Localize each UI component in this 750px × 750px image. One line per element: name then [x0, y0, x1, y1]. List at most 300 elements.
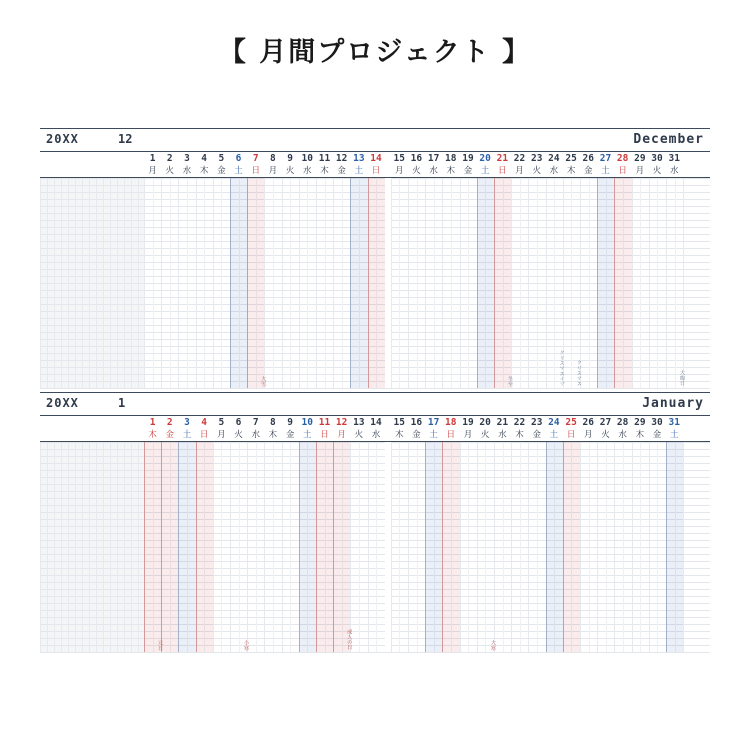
stripe-edge: [425, 442, 426, 652]
day-number-cell[interactable]: [161, 416, 178, 429]
day-number: 3: [184, 417, 190, 428]
grid-vline: [178, 178, 179, 388]
weekday-cell[interactable]: [391, 429, 408, 441]
weekday-cell[interactable]: [494, 429, 511, 441]
weekday-cell[interactable]: [333, 165, 350, 177]
weekday-cell[interactable]: [178, 165, 195, 177]
grid-hline: [40, 477, 710, 478]
day-number-cell[interactable]: [545, 152, 562, 165]
weekday-cell[interactable]: [528, 165, 545, 177]
saturday-stripe: [425, 442, 442, 652]
weekday-cell[interactable]: [247, 429, 264, 441]
grid-vline: [131, 178, 132, 388]
day-number: 12: [335, 417, 348, 428]
grid-vline: [131, 442, 132, 652]
grid-hline: [40, 624, 710, 625]
saturday-stripe: [546, 442, 563, 652]
grid-vline: [350, 442, 351, 652]
day-number-cell[interactable]: [528, 416, 545, 429]
weekday-cell[interactable]: [528, 429, 545, 441]
day-number-cell[interactable]: [442, 416, 459, 429]
grid-hline: [40, 610, 710, 611]
day-number-cell[interactable]: [614, 416, 631, 429]
weekday-cell[interactable]: [196, 165, 213, 177]
stripe-edge: [196, 442, 197, 652]
grid-vline: [82, 178, 83, 388]
month-header: [40, 392, 710, 416]
stripe-edge: [494, 178, 495, 388]
weekday-cell[interactable]: [213, 429, 230, 441]
weekday-cell[interactable]: [425, 429, 442, 441]
grid-vline: [124, 442, 125, 652]
day-note: クリスマスイブ: [558, 349, 565, 386]
grid-hline: [40, 512, 710, 513]
day-number-cell[interactable]: [666, 416, 683, 429]
weekday-cell[interactable]: [230, 165, 247, 177]
weekday-cell[interactable]: [316, 429, 333, 441]
day-number-cell[interactable]: [213, 416, 230, 429]
weekday-label: 月: [394, 166, 404, 176]
weekday-label: 火: [234, 430, 243, 440]
day-number-cell[interactable]: [230, 416, 247, 429]
grid-vline: [282, 442, 283, 652]
weekday-cell[interactable]: [316, 165, 333, 177]
weekday-cell[interactable]: [648, 429, 665, 441]
grid-hline: [40, 442, 710, 443]
grid-vline-minor: [537, 442, 538, 652]
grid-vline-minor: [520, 178, 521, 388]
weekday-cell[interactable]: [350, 429, 367, 441]
weekday-cell[interactable]: [196, 429, 213, 441]
day-number-row: [40, 416, 710, 429]
weekday-row: [40, 429, 710, 442]
day-number: 14: [370, 153, 382, 164]
grid-vline-minor: [640, 178, 641, 388]
day-number-cell[interactable]: [144, 416, 161, 429]
weekday-cell[interactable]: [631, 429, 648, 441]
stripe-edge: [350, 178, 351, 388]
weekday-cell[interactable]: [580, 429, 597, 441]
day-number: 22: [513, 153, 526, 164]
grid-vline-minor: [571, 178, 572, 388]
grid-hline: [40, 596, 710, 597]
weekday-cell[interactable]: [247, 165, 264, 177]
day-number: 21: [496, 153, 509, 164]
day-number-cell[interactable]: [196, 416, 213, 429]
day-number-cell[interactable]: [247, 416, 264, 429]
weekday-label: 日: [251, 166, 260, 176]
day-number-cell[interactable]: [563, 152, 580, 165]
day-number-cell[interactable]: [144, 152, 161, 165]
weekday-cell[interactable]: [350, 165, 367, 177]
day-number-cell[interactable]: [299, 416, 316, 429]
day-number: 18: [445, 417, 457, 428]
day-number-cell[interactable]: [196, 152, 213, 165]
task-label-column[interactable]: [40, 152, 144, 165]
day-number-cell[interactable]: [333, 152, 350, 165]
grid-vline-minor: [503, 442, 504, 652]
day-number: 31: [668, 417, 680, 428]
day-number-cell[interactable]: [367, 416, 384, 429]
weekday-label: 金: [412, 430, 421, 440]
grid-hline: [40, 540, 710, 541]
day-number-cell[interactable]: [511, 152, 528, 165]
grid-vline: [528, 442, 529, 652]
stripe-edge: [230, 178, 231, 388]
day-number-cell[interactable]: [528, 152, 545, 165]
weekday-label: 土: [601, 166, 610, 176]
weekday-cell[interactable]: [425, 165, 442, 177]
weekday-label: 水: [251, 430, 260, 440]
grid-vline: [54, 178, 55, 388]
weekday-label: 木: [148, 430, 157, 440]
weekday-cell[interactable]: [494, 165, 511, 177]
weekday-label: 月: [463, 430, 473, 440]
weekday-cell[interactable]: [299, 165, 316, 177]
grid-vline: [68, 178, 69, 388]
stripe-edge: [442, 442, 443, 652]
grid-vline: [89, 442, 90, 652]
weekday-label: 金: [463, 166, 473, 176]
saturday-stripe: [477, 178, 494, 388]
grid-vline: [96, 178, 97, 388]
stripe-edge: [247, 178, 248, 388]
day-number: 27: [599, 417, 612, 428]
grid-hline: [40, 505, 710, 506]
day-number-cell[interactable]: [264, 152, 281, 165]
weekday-label: 水: [669, 166, 679, 176]
weekday-cell[interactable]: [597, 429, 614, 441]
day-number: 29: [634, 417, 646, 428]
day-number-cell[interactable]: [408, 152, 425, 165]
weekday-cell[interactable]: [511, 165, 528, 177]
grid-hline: [40, 388, 710, 389]
grid-vline-minor: [187, 178, 188, 388]
holiday-stripe: [563, 442, 580, 652]
month-number-label: 12: [118, 132, 133, 146]
day-number-cell[interactable]: [494, 416, 511, 429]
day-number-cell[interactable]: [459, 152, 476, 165]
weekday-cell[interactable]: [230, 429, 247, 441]
grid-hline: [40, 617, 710, 618]
grid-hline: [40, 449, 710, 450]
day-number: 1: [149, 153, 156, 164]
page-title: 【 月間プロジェクト 】: [218, 37, 532, 68]
weekday-cell[interactable]: [264, 165, 281, 177]
grid-vline: [61, 442, 62, 652]
day-number-cell[interactable]: [350, 152, 367, 165]
holiday-stripe: [196, 442, 213, 652]
day-number: 10: [301, 417, 313, 428]
grid-hline: [40, 491, 710, 492]
day-number: 24: [548, 153, 560, 164]
grid-hline: [40, 652, 710, 653]
grid-vline: [230, 442, 231, 652]
day-number: 15: [393, 153, 405, 164]
weekday-label: 月: [337, 430, 346, 440]
grid-vline: [117, 178, 118, 388]
day-number-cell[interactable]: [408, 416, 425, 429]
grid-vline: [103, 442, 104, 652]
grid-vline-minor: [468, 178, 469, 388]
grid-vline: [460, 178, 461, 388]
day-number-cell[interactable]: [425, 152, 442, 165]
grid-vline: [89, 178, 90, 388]
holiday-stripe: [442, 442, 459, 652]
weekday-label: 木: [515, 430, 524, 440]
stripe-edge: [333, 442, 334, 652]
saturday-stripe: [597, 178, 614, 388]
grid-vline-minor: [399, 178, 400, 388]
day-number: 24: [548, 417, 560, 428]
day-number-cell[interactable]: [648, 152, 665, 165]
saturday-stripe: [350, 178, 367, 388]
day-number-cell[interactable]: [391, 152, 408, 165]
grid-vline-minor: [342, 178, 343, 388]
weekday-cell[interactable]: [631, 165, 648, 177]
weekday-label: 土: [182, 430, 192, 440]
schedule-grid[interactable]: [40, 178, 710, 388]
grid-vline-minor: [170, 178, 171, 388]
grid-vline-minor: [451, 178, 452, 388]
grid-vline-minor: [640, 442, 641, 652]
grid-hline: [40, 484, 710, 485]
weekday-cell[interactable]: [580, 165, 597, 177]
weekday-cell[interactable]: [597, 165, 614, 177]
grid-vline-minor: [417, 178, 418, 388]
grid-vline: [75, 442, 76, 652]
weekday-cell[interactable]: [161, 165, 178, 177]
weekday-row: [40, 165, 710, 178]
grid-vline: [511, 178, 512, 388]
grid-vline: [580, 178, 581, 388]
weekday-label: 水: [182, 166, 192, 176]
day-note: 元日: [157, 639, 163, 650]
grid-vline-minor: [221, 442, 222, 652]
month-header: [40, 128, 710, 152]
day-number-cell[interactable]: [545, 416, 562, 429]
weekday-label: 月: [217, 430, 226, 440]
day-number: 7: [252, 417, 259, 428]
task-label-column[interactable]: [40, 165, 144, 177]
weekday-cell[interactable]: [666, 165, 683, 177]
day-number-cell[interactable]: [213, 152, 230, 165]
day-number: 28: [616, 153, 629, 164]
grid-hline: [40, 554, 710, 555]
grid-vline: [511, 442, 512, 652]
day-number-cell[interactable]: [161, 152, 178, 165]
holiday-stripe: [161, 442, 178, 652]
day-number: 10: [301, 153, 313, 164]
weekday-label: 土: [429, 430, 438, 440]
grid-vline: [213, 178, 214, 388]
weekday-cell[interactable]: [614, 165, 631, 177]
grid-vline-minor: [307, 178, 308, 388]
weekday-cell[interactable]: [545, 165, 562, 177]
weekday-label: 日: [199, 430, 209, 440]
grid-hline: [40, 631, 710, 632]
holiday-stripe: [316, 442, 333, 652]
weekday-cell[interactable]: [459, 165, 476, 177]
weekday-label: 金: [532, 430, 541, 440]
day-number: 21: [496, 417, 509, 428]
day-number-cell[interactable]: [230, 152, 247, 165]
grid-vline-minor: [359, 442, 360, 652]
saturday-stripe: [299, 442, 316, 652]
weekday-cell[interactable]: [666, 429, 683, 441]
day-number-cell[interactable]: [247, 152, 264, 165]
day-number-cell[interactable]: [282, 152, 299, 165]
day-number-cell[interactable]: [178, 416, 195, 429]
weekday-cell[interactable]: [282, 429, 299, 441]
day-number-cell[interactable]: [580, 152, 597, 165]
day-number-cell[interactable]: [580, 416, 597, 429]
day-number-cell[interactable]: [178, 152, 195, 165]
day-number: 29: [634, 153, 646, 164]
weekday-cell[interactable]: [333, 429, 350, 441]
weekday-cell[interactable]: [299, 429, 316, 441]
day-number-cell[interactable]: [477, 152, 494, 165]
grid-vline: [75, 178, 76, 388]
weekday-cell[interactable]: [408, 429, 425, 441]
day-note: 小寒: [243, 639, 249, 650]
day-number-cell[interactable]: [425, 416, 442, 429]
stripe-edge: [666, 442, 667, 652]
weekday-cell[interactable]: [391, 165, 408, 177]
weekday-label: 金: [217, 166, 226, 176]
day-number-cell[interactable]: [299, 152, 316, 165]
grid-vline: [103, 178, 104, 388]
year-label: 20XX: [46, 396, 79, 410]
weekday-cell[interactable]: [264, 429, 281, 441]
holiday-stripe: [494, 178, 511, 388]
day-number-cell[interactable]: [333, 416, 350, 429]
weekday-cell[interactable]: [178, 429, 195, 441]
day-number-cell[interactable]: [391, 416, 408, 429]
stripe-edge: [178, 442, 179, 652]
day-number: 5: [218, 417, 225, 428]
day-number-cell[interactable]: [442, 152, 459, 165]
grid-vline: [368, 442, 369, 652]
grid-vline-minor: [606, 442, 607, 652]
weekday-label: 木: [566, 166, 576, 176]
weekday-cell[interactable]: [213, 165, 230, 177]
day-number-cell[interactable]: [648, 416, 665, 429]
day-number-cell[interactable]: [597, 416, 614, 429]
day-number-cell[interactable]: [563, 416, 580, 429]
weekday-cell[interactable]: [477, 165, 494, 177]
weekday-cell[interactable]: [477, 429, 494, 441]
task-label-column[interactable]: [40, 416, 144, 429]
day-number-cell[interactable]: [316, 416, 333, 429]
day-number: 31: [668, 153, 680, 164]
day-number: 17: [427, 417, 440, 428]
weekday-cell[interactable]: [144, 165, 161, 177]
grid-vline: [460, 442, 461, 652]
weekday-cell[interactable]: [367, 429, 384, 441]
day-number: 6: [235, 153, 242, 164]
weekday-cell[interactable]: [442, 429, 459, 441]
task-label-column[interactable]: [40, 429, 144, 441]
day-number-cell[interactable]: [511, 416, 528, 429]
day-number-cell[interactable]: [316, 152, 333, 165]
day-number-cell[interactable]: [597, 152, 614, 165]
weekday-cell[interactable]: [282, 165, 299, 177]
weekday-cell[interactable]: [367, 165, 384, 177]
grid-vline: [442, 178, 443, 388]
grid-vline: [264, 442, 265, 652]
weekday-label: 月: [635, 166, 645, 176]
grid-vline-minor: [537, 178, 538, 388]
day-number-cell[interactable]: [264, 416, 281, 429]
weekday-label: 水: [549, 166, 559, 176]
day-number-cell[interactable]: [459, 416, 476, 429]
weekday-cell[interactable]: [648, 165, 665, 177]
weekday-cell[interactable]: [563, 165, 580, 177]
saturday-stripe: [230, 178, 247, 388]
grid-hline: [40, 589, 710, 590]
stripe-edge: [316, 442, 317, 652]
stripe-edge: [299, 442, 300, 652]
grid-vline: [282, 178, 283, 388]
weekday-label: 火: [652, 166, 662, 176]
weekday-cell[interactable]: [511, 429, 528, 441]
weekday-cell[interactable]: [563, 429, 580, 441]
weekday-cell[interactable]: [459, 429, 476, 441]
grid-vline-minor: [657, 178, 658, 388]
half-month-gap: [385, 178, 391, 388]
day-number-cell[interactable]: [631, 152, 648, 165]
grid-vline-minor: [204, 178, 205, 388]
weekday-cell[interactable]: [161, 429, 178, 441]
day-number-cell[interactable]: [614, 152, 631, 165]
grid-vline: [82, 442, 83, 652]
day-number: 30: [651, 417, 663, 428]
weekday-cell[interactable]: [545, 429, 562, 441]
weekday-label: 木: [635, 430, 645, 440]
weekday-cell[interactable]: [442, 165, 459, 177]
day-number: 30: [651, 153, 663, 164]
weekday-cell[interactable]: [408, 165, 425, 177]
holiday-stripe: [614, 178, 631, 388]
weekday-cell[interactable]: [614, 429, 631, 441]
day-note: 大雪: [260, 375, 267, 386]
day-number-cell[interactable]: [666, 152, 683, 165]
day-number-cell[interactable]: [350, 416, 367, 429]
day-number: 1: [149, 417, 156, 428]
grid-vline-minor: [623, 442, 624, 652]
day-note: クリスマス: [575, 360, 582, 386]
day-number-cell[interactable]: [631, 416, 648, 429]
grid-lines: [40, 178, 710, 388]
day-number-cell[interactable]: [367, 152, 384, 165]
day-number-cell[interactable]: [477, 416, 494, 429]
day-number-cell[interactable]: [494, 152, 511, 165]
weekday-cell[interactable]: [144, 429, 161, 441]
day-number: 28: [616, 417, 629, 428]
grid-vline: [683, 442, 684, 652]
schedule-grid[interactable]: [40, 442, 710, 652]
grid-vline: [528, 178, 529, 388]
grid-hline: [40, 456, 710, 457]
grid-vline: [40, 442, 41, 652]
weekday-label: 火: [285, 166, 295, 176]
weekday-label: 火: [412, 166, 421, 176]
day-number-cell[interactable]: [282, 416, 299, 429]
grid-vline: [391, 178, 392, 388]
day-number: 25: [565, 417, 577, 428]
grid-vline: [96, 442, 97, 652]
